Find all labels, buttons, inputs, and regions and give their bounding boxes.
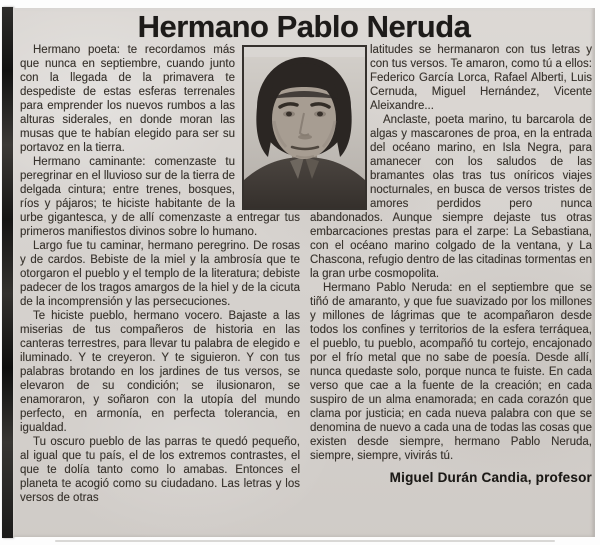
scan-smudge [55, 540, 555, 542]
photo-wrap-spacer [310, 43, 370, 211]
byline: Miguel Durán Candia, profesor [389, 470, 592, 485]
paragraph: Tu oscuro pueblo de las parras te quedó pequeño, al igual que tu país, el de los extremos contrastes, el que te dolía tanto como lo amabas. Entonces el planeta te acogió como su ciudadano. Las letras y los versos de otras [20, 436, 300, 504]
paragraph: Te hiciste pueblo, hermano vocero. Bajaste a las miserias de tus compañeros de historia en las canteras terrestres, para llevar tu palabra de elegido e iluminado. Y te creyeron. Y te siguieron. Y con tus palabras brotando en los jardines de tus versos, se elevaron de su condición; se ilusionaron, se enamoraron, y soñaron con la utopía del mundo perfecto, en armonía, en perfecta tolerancia, en igualdad. [20, 310, 300, 434]
column-left [20, 43, 300, 505]
paragraph: Hermano poeta: te recordamos más que nunca en septiembre, cuando junto con la llegada de la primavera te despediste de estas esferas terrenales para emprender los nuevos rumbos a las alturas siderales, en donde moran las musas que te habían elegido para ser su portavoz en la tierra. [20, 44, 235, 154]
page-title: Hermano Pablo Neruda [137, 9, 471, 44]
paragraph: Anclaste, poeta marino, tu barcarola de algas y mascarones de proa, en la entrada del océano marino, en Isla Negra, para amanecer con los saludos de las bramantes olas tras tus oníricos viajes nocturnales, en busca de versos tristes de amores perdidos pero nunca abandonados. Aunque siempre dejaste tus otras embarcaciones prestas para el zarpe: La Sebastiana, con el océano marino colgado de la ventana, y La Chascona, refugio dentro de las citadinas tormentas en la gran urbe cosmopolita. [310, 114, 592, 280]
scan-edge-strip [2, 7, 13, 538]
photo-wrap-spacer [235, 43, 300, 211]
paragraph: Hermano caminante: comenzaste tu peregrinar en el lluvioso sur de la tierra de delgada cintura; entre trenes, bosques, ríos y pájaros; te hiciste habitante de la urbe gigantesca, y de allí comenzaste a entregar tus primeros manifiestos divinos sobre lo humano. [20, 156, 300, 238]
column-right [310, 43, 592, 485]
article-clipping [13, 8, 595, 537]
paragraph: Largo fue tu caminar, hermano peregrino. De rosas y de cardos. Bebiste de la miel y la ambrosía que te otorgaron el pueblo y el templo de la literatura; debiste padecer de los tragos amargos de la hiel y de la cicuta de la incomprensión y las persecuciones. [20, 240, 300, 308]
paragraph: Hermano Pablo Neruda: en el septiembre que se tiñó de amaranto, y que fue suavizado por los millones y millones de lágrimas que te acompañaron desde todos los confines y territorios de la esfera terráquea, el pueblo, tu pueblo, acompañó tu cortejo, encajonado por el frío metal que no sabe de poesía. Desde allí, nunca quedaste solo, porque nunca te fuiste. En cada verso que cae a la fuente de la creación; en cada suspiro de un alma enamorada; en cada corazón que clama por justicia; en cada nueva palabra con que se denomina de nuevo a cada una de todas las cosas que existen desde siempre, hermano Pablo Neruda, siempre, siempre, vivirás tú. [310, 282, 592, 462]
paragraph: latitudes se hermanaron con tus letras y con tus versos. Te amaron, como tú a ellos: Federico García Lorca, Rafael Alberti, Luis Cernuda, Miguel Hernández, Vicente Aleixandre... [370, 44, 592, 112]
